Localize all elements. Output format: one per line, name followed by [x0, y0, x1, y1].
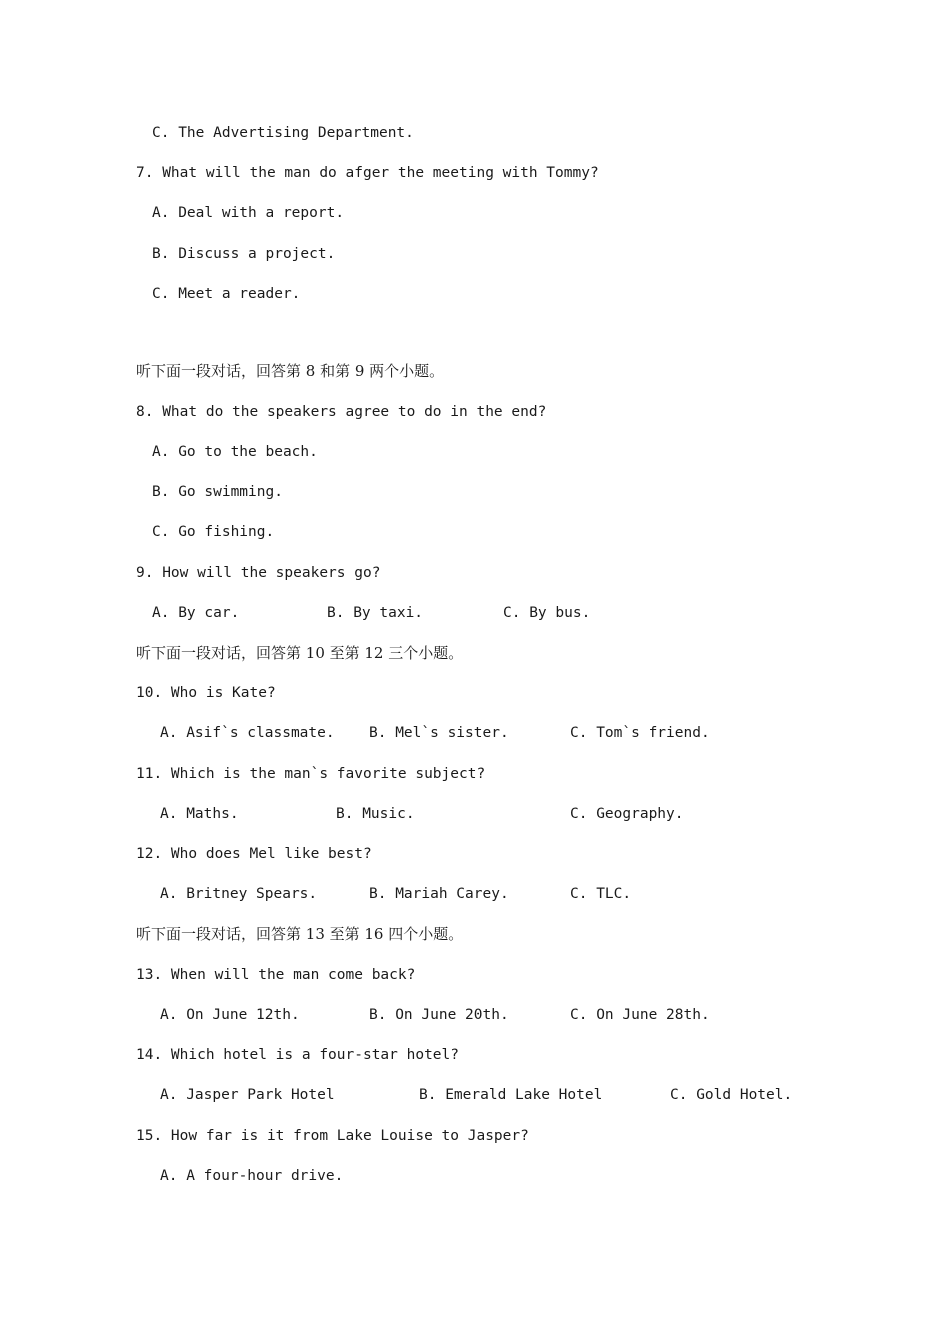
section-instruction-10-12: 听下面一段对话，回答第 10 至第 12 三个小题。 — [136, 644, 464, 662]
section-instruction-13-16: 听下面一段对话，回答第 13 至第 16 四个小题。 — [136, 925, 464, 943]
q6-option-c: C. The Advertising Department. — [152, 125, 414, 141]
q8-question: 8. What do the speakers agree to do in the end? — [136, 404, 547, 420]
q9-option-c: C. By bus. — [503, 605, 591, 621]
q12-option-b: B. Mariah Carey. — [369, 886, 509, 902]
q7-option-b: B. Discuss a project. — [152, 246, 336, 262]
q8-option-b: B. Go swimming. — [152, 484, 283, 500]
q10-option-b: B. Mel`s sister. — [369, 725, 509, 741]
q11-option-b: B. Music. — [336, 806, 415, 822]
q9-question: 9. How will the speakers go? — [136, 565, 381, 581]
q11-question: 11. Which is the man`s favorite subject? — [136, 766, 486, 782]
q12-question: 12. Who does Mel like best? — [136, 846, 372, 862]
q14-option-a: A. Jasper Park Hotel — [160, 1087, 335, 1103]
q9-option-b: B. By taxi. — [327, 605, 424, 621]
q12-option-a: A. Britney Spears. — [160, 886, 318, 902]
q8-option-a: A. Go to the beach. — [152, 444, 318, 460]
q10-option-a: A. Asif`s classmate. — [160, 725, 335, 741]
q14-option-c: C. Gold Hotel. — [670, 1087, 793, 1103]
q13-option-a: A. On June 12th. — [160, 1007, 300, 1023]
q7-option-a: A. Deal with a report. — [152, 205, 345, 221]
q13-option-c: C. On June 28th. — [570, 1007, 710, 1023]
q10-option-c: C. Tom`s friend. — [570, 725, 710, 741]
q13-question: 13. When will the man come back? — [136, 967, 416, 983]
q13-option-b: B. On June 20th. — [369, 1007, 509, 1023]
q15-question: 15. How far is it from Lake Louise to Jasper? — [136, 1128, 529, 1144]
q9-option-a: A. By car. — [152, 605, 240, 621]
q7-question: 7. What will the man do afger the meeting with Tommy? — [136, 165, 599, 181]
q11-option-a: A. Maths. — [160, 806, 239, 822]
q11-option-c: C. Geography. — [570, 806, 684, 822]
section-instruction-8-9: 听下面一段对话，回答第 8 和第 9 两个小题。 — [136, 362, 445, 380]
q15-option-a: A. A four-hour drive. — [160, 1168, 344, 1184]
q14-question: 14. Which hotel is a four-star hotel? — [136, 1047, 460, 1063]
q10-question: 10. Who is Kate? — [136, 685, 276, 701]
q12-option-c: C. TLC. — [570, 886, 632, 902]
q14-option-b: B. Emerald Lake Hotel — [419, 1087, 603, 1103]
q8-option-c: C. Go fishing. — [152, 524, 275, 540]
q7-option-c: C. Meet a reader. — [152, 286, 301, 302]
